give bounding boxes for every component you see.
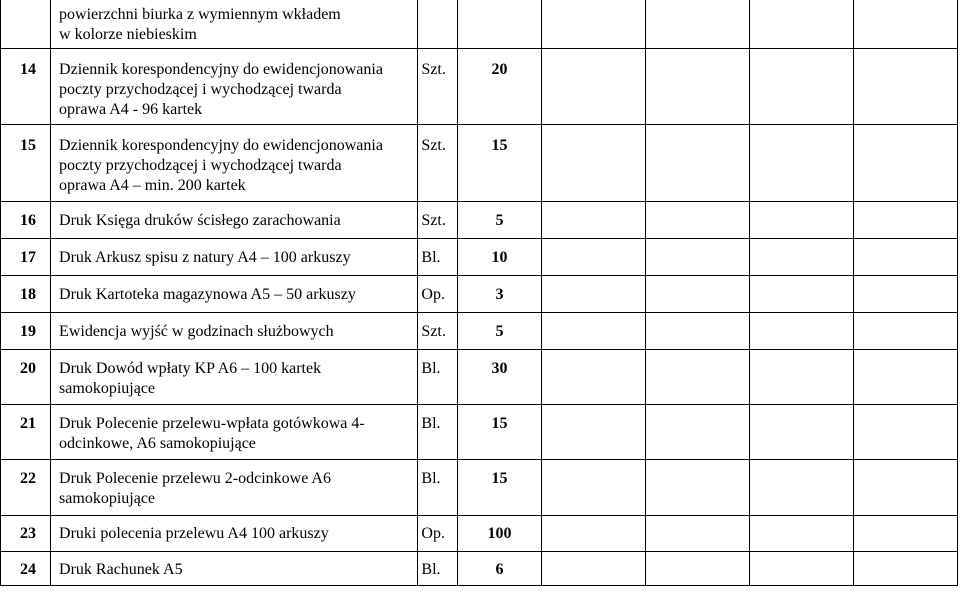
empty-cell bbox=[645, 125, 749, 202]
item-quantity: 6 bbox=[458, 552, 541, 586]
item-unit: Bl. bbox=[418, 405, 458, 460]
table-row bbox=[1, 552, 958, 586]
empty-cell bbox=[853, 49, 957, 125]
item-unit: Szt. bbox=[418, 313, 458, 350]
item-number: 15 bbox=[1, 125, 51, 202]
item-number: 18 bbox=[1, 276, 51, 313]
item-description: powierzchni biurka z wymiennym wkładem w kolorze niebieskim bbox=[51, 0, 418, 49]
empty-cell bbox=[645, 552, 749, 586]
empty-cell bbox=[749, 313, 853, 350]
table-row bbox=[1, 350, 958, 405]
empty-cell bbox=[749, 516, 853, 552]
empty-cell bbox=[541, 460, 645, 516]
item-description: Druk Polecenie przelewu 2-odcinkowe A6 samokopiujące bbox=[51, 460, 418, 516]
empty-cell bbox=[749, 202, 853, 239]
item-unit: Bl. bbox=[418, 350, 458, 405]
empty-cell bbox=[853, 125, 957, 202]
item-description: Druki polecenia przelewu A4 100 arkuszy bbox=[51, 516, 418, 552]
empty-cell bbox=[749, 125, 853, 202]
item-description: Druk Dowód wpłaty KP A6 – 100 kartek samokopiujące bbox=[51, 350, 418, 405]
table-row bbox=[1, 313, 958, 350]
empty-cell bbox=[541, 552, 645, 586]
table-row bbox=[1, 276, 958, 313]
item-quantity: 15 bbox=[458, 460, 541, 516]
item-unit: Bl. bbox=[418, 552, 458, 586]
empty-cell bbox=[853, 516, 957, 552]
item-number: 14 bbox=[1, 49, 51, 125]
empty-cell bbox=[853, 350, 957, 405]
empty-cell bbox=[541, 239, 645, 276]
table-row bbox=[1, 405, 958, 460]
item-description: Druk Polecenie przelewu-wpłata gotówkowa 4- odcinkowe, A6 samokopiujące bbox=[51, 405, 418, 460]
table-row bbox=[1, 125, 958, 202]
empty-cell bbox=[645, 276, 749, 313]
empty-cell bbox=[645, 0, 749, 49]
item-quantity: 15 bbox=[458, 125, 541, 202]
item-quantity: 10 bbox=[458, 239, 541, 276]
empty-cell bbox=[645, 460, 749, 516]
item-unit: Bl. bbox=[418, 239, 458, 276]
item-quantity: 15 bbox=[458, 405, 541, 460]
empty-cell bbox=[541, 202, 645, 239]
empty-cell bbox=[853, 313, 957, 350]
empty-cell bbox=[645, 350, 749, 405]
item-quantity: 30 bbox=[458, 350, 541, 405]
empty-cell bbox=[853, 552, 957, 586]
table-row bbox=[1, 0, 958, 49]
empty-cell bbox=[541, 125, 645, 202]
item-number: 19 bbox=[1, 313, 51, 350]
empty-cell bbox=[749, 350, 853, 405]
table-row bbox=[1, 49, 958, 125]
item-description: Ewidencja wyjść w godzinach służbowych bbox=[51, 313, 418, 350]
table-row bbox=[1, 239, 958, 276]
item-number: 23 bbox=[1, 516, 51, 552]
empty-cell bbox=[645, 516, 749, 552]
empty-cell bbox=[541, 276, 645, 313]
item-number: 22 bbox=[1, 460, 51, 516]
item-number: 21 bbox=[1, 405, 51, 460]
empty-cell bbox=[541, 49, 645, 125]
item-unit: Szt. bbox=[418, 125, 458, 202]
empty-cell bbox=[853, 202, 957, 239]
item-description: Druk Księga druków ścisłego zarachowania bbox=[51, 202, 418, 239]
item-unit: Op. bbox=[418, 276, 458, 313]
empty-cell bbox=[541, 350, 645, 405]
item-unit: Szt. bbox=[418, 49, 458, 125]
item-quantity: 5 bbox=[458, 202, 541, 239]
item-quantity: 100 bbox=[458, 516, 541, 552]
item-description: Dziennik korespondencyjny do ewidencjonowania poczty przychodzącej i wychodzącej twarda oprawa A4 – min. 200 kartek bbox=[51, 125, 418, 202]
item-quantity: 5 bbox=[458, 313, 541, 350]
empty-cell bbox=[645, 49, 749, 125]
empty-cell bbox=[749, 49, 853, 125]
empty-cell bbox=[853, 239, 957, 276]
empty-cell bbox=[541, 516, 645, 552]
table-row bbox=[1, 516, 958, 552]
empty-cell bbox=[645, 405, 749, 460]
empty-cell bbox=[541, 0, 645, 49]
item-number bbox=[1, 0, 51, 49]
item-quantity bbox=[458, 0, 541, 49]
table-row bbox=[1, 460, 958, 516]
item-number: 24 bbox=[1, 552, 51, 586]
item-quantity: 3 bbox=[458, 276, 541, 313]
item-description: Dziennik korespondencyjny do ewidencjonowania poczty przychodzącej i wychodzącej twarda oprawa A4 - 96 kartek bbox=[51, 49, 418, 125]
empty-cell bbox=[645, 239, 749, 276]
item-number: 16 bbox=[1, 202, 51, 239]
empty-cell bbox=[749, 276, 853, 313]
empty-cell bbox=[853, 276, 957, 313]
empty-cell bbox=[541, 313, 645, 350]
item-number: 20 bbox=[1, 350, 51, 405]
empty-cell bbox=[645, 202, 749, 239]
empty-cell bbox=[749, 0, 853, 49]
item-number: 17 bbox=[1, 239, 51, 276]
table-row bbox=[1, 202, 958, 239]
item-description: Druk Rachunek A5 bbox=[51, 552, 418, 586]
empty-cell bbox=[541, 405, 645, 460]
item-unit: Bl. bbox=[418, 460, 458, 516]
empty-cell bbox=[749, 460, 853, 516]
empty-cell bbox=[853, 0, 957, 49]
item-description: Druk Kartoteka magazynowa A5 – 50 arkuszy bbox=[51, 276, 418, 313]
empty-cell bbox=[749, 239, 853, 276]
item-unit: Op. bbox=[418, 516, 458, 552]
item-unit: Szt. bbox=[418, 202, 458, 239]
empty-cell bbox=[645, 313, 749, 350]
item-unit bbox=[418, 0, 458, 49]
empty-cell bbox=[749, 405, 853, 460]
item-quantity: 20 bbox=[458, 49, 541, 125]
item-description: Druk Arkusz spisu z natury A4 – 100 arkuszy bbox=[51, 239, 418, 276]
empty-cell bbox=[853, 460, 957, 516]
empty-cell bbox=[749, 552, 853, 586]
empty-cell bbox=[853, 405, 957, 460]
